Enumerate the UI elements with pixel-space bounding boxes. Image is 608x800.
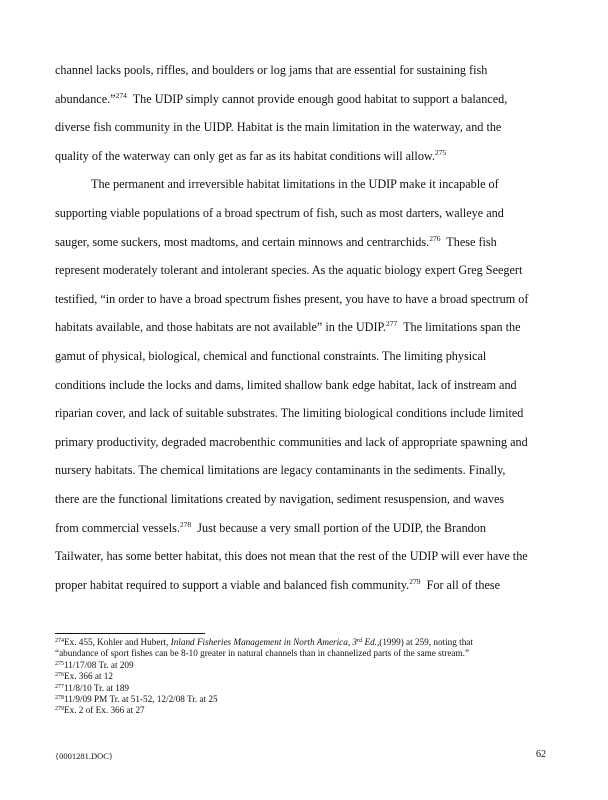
body-line-text: diverse fish community in the UIDP. Habitat is the main limitation in the waterway, and the bbox=[55, 120, 502, 135]
footnote-reference[interactable]: 278 bbox=[179, 519, 192, 529]
footnote-reference[interactable]: 277 bbox=[385, 319, 398, 329]
footnote-text: “abundance of sport fishes can be 8-10 greater in natural channels than in channelized parts of the same stream.” bbox=[55, 648, 470, 659]
body-line-text: represent moderately tolerant and intolerant species. As the aquatic biology expert Greg Seegert bbox=[55, 263, 523, 278]
body-line-text: there are the functional limitations created by navigation, sediment resuspension, and waves bbox=[55, 491, 505, 506]
footnote-text: Ex. 2 of Ex. 366 at 27 bbox=[64, 705, 145, 716]
body-line-text: quality of the waterway can only get as far as its habitat conditions will allow. bbox=[55, 148, 435, 163]
footnote-citation-title: Inland Fisheries Management in North America, 3 bbox=[170, 637, 358, 647]
body-line-continuation: The limitations span the bbox=[397, 320, 521, 335]
body-line-text: conditions include the locks and dams, limited shallow bank edge habitat, lack of instream and bbox=[55, 377, 517, 392]
body-line bbox=[55, 571, 550, 600]
footnote-line bbox=[55, 705, 555, 716]
body-line-text: testified, “in order to have a broad spectrum fishes present, you have to have a broad spectrum of bbox=[55, 291, 529, 306]
body-line-text: from commercial vessels. bbox=[55, 520, 180, 535]
body-line-text: riparian cover, and lack of suitable substrates. The limiting biological conditions include limited bbox=[55, 406, 524, 421]
footnote-line bbox=[55, 694, 555, 705]
body-line-text: The permanent and irreversible habitat limitations in the UDIP make it incapable of bbox=[91, 177, 499, 192]
footnote-number: 277 bbox=[55, 683, 64, 690]
footnote-number: 274 bbox=[55, 638, 64, 644]
footnote-separator bbox=[55, 633, 205, 634]
footnote-text: Ex. 366 at 12 bbox=[64, 671, 113, 682]
footnote-number: 275 bbox=[55, 660, 64, 667]
body-line bbox=[55, 170, 550, 199]
footnote-text: Ex. 455, Kohler and Hubert, bbox=[64, 637, 171, 647]
footnote-number: 278 bbox=[55, 695, 64, 702]
body-line-text: nursery habitats. The chemical limitations are legacy contaminants in the sediments. Finally, bbox=[55, 463, 506, 478]
body-line bbox=[55, 56, 550, 85]
footnote-number: 276 bbox=[55, 672, 64, 679]
body-line-continuation: These fish bbox=[440, 234, 497, 249]
footnote-line bbox=[55, 671, 555, 682]
body-line-text: habitats available, and those habitats are not available” in the UDIP. bbox=[55, 320, 386, 335]
body-line-continuation: For all of these bbox=[420, 577, 501, 592]
footnote-line bbox=[55, 683, 555, 694]
body-line-text: sauger, some suckers, most madtoms, and certain minnows and centrarchids. bbox=[55, 234, 430, 249]
footnote-line bbox=[55, 648, 555, 659]
footnote-line bbox=[55, 660, 555, 671]
body-line bbox=[55, 113, 550, 142]
body-line bbox=[55, 142, 550, 171]
body-line-text: gamut of physical, biological, chemical and functional constraints. The limiting physical bbox=[55, 348, 487, 363]
body-line-continuation: The UDIP simply cannot provide enough good habitat to support a balanced, bbox=[126, 91, 508, 106]
body-line bbox=[55, 313, 550, 342]
body-line bbox=[55, 228, 550, 257]
body-line bbox=[55, 485, 550, 514]
body-line bbox=[55, 514, 550, 543]
footnote-number: 279 bbox=[55, 706, 64, 713]
body-line-continuation: Just because a very small portion of the UDIP, the Brandon bbox=[191, 520, 486, 535]
footnote-text: 11/17/08 Tr. at 209 bbox=[64, 659, 134, 670]
body-line-text: abundance.” bbox=[55, 91, 116, 106]
body-line bbox=[55, 542, 550, 571]
body-line bbox=[55, 256, 550, 285]
footnote-reference[interactable]: 275 bbox=[434, 147, 447, 157]
body-line-text: Tailwater, has some better habitat, this does not mean that the rest of the UDIP will ever have the bbox=[55, 549, 528, 564]
footnotes bbox=[55, 637, 555, 717]
footnote-reference[interactable]: 274 bbox=[115, 90, 127, 100]
footnote-text-tail: ,(1999) at 259, noting that bbox=[376, 637, 473, 647]
body-line-text: proper habitat required to support a viable and balanced fish community. bbox=[55, 577, 410, 592]
body-line bbox=[55, 342, 550, 371]
body-line bbox=[55, 371, 550, 400]
body-line bbox=[55, 285, 550, 314]
body-line bbox=[55, 199, 550, 228]
body-text bbox=[55, 56, 550, 599]
footnote-citation-edition: Ed. bbox=[362, 637, 377, 647]
footnote-citation-superscript: rd bbox=[357, 638, 363, 644]
body-line-text: primary productivity, degraded macrobenthic communities and lack of appropriate spawning and bbox=[55, 434, 528, 449]
body-line bbox=[55, 399, 550, 428]
body-line-text: channel lacks pools, riffles, and boulders or log jams that are essential for sustaining fish bbox=[55, 63, 488, 77]
footnote-reference[interactable]: 276 bbox=[429, 233, 441, 243]
body-line bbox=[55, 85, 550, 114]
footnote-line bbox=[55, 637, 555, 648]
document-id: {0001281.DOC} bbox=[55, 751, 113, 761]
footnote-text: 11/8/10 Tr. at 189 bbox=[64, 682, 130, 693]
footnote-reference[interactable]: 279 bbox=[409, 576, 421, 586]
body-line-text: supporting viable populations of a broad spectrum of fish, such as most darters, walleye and bbox=[55, 205, 504, 220]
page-number: 62 bbox=[536, 749, 546, 760]
body-line bbox=[55, 456, 550, 485]
footnote-text: 11/9/09 PM Tr. at 51-52, 12/2/08 Tr. at 25 bbox=[64, 694, 218, 705]
body-line bbox=[55, 428, 550, 457]
